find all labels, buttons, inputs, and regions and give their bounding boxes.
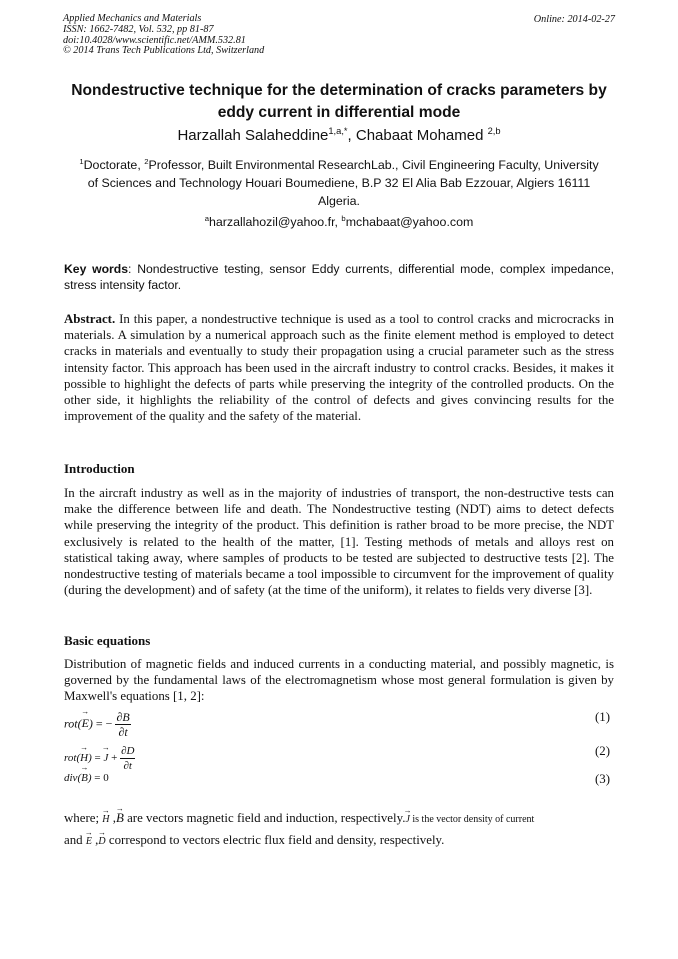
eq1-var: → E	[82, 716, 89, 731]
affil-sup-1: 1	[79, 156, 84, 166]
introduction-text: In the aircraft industry as well as in the majority of industries of transport, the non-destructive tests can make the difference between life and death. The Nondestructive testing (NDT) aims to detect defects while preserving the integrity of the product. This definition is rather broad to be more precise, the NDT exclusively is related to the health of the matter, [1]. Testing methods of metals and alloys rest on statistical taking away, where samples of products to be tested are subjected to destructive tests [2]. The nondestructive testing of materials became a tool impossible to circumvent for the improvement of quality (during the development) and of safety (at the time of the uniform), it relates to fields very diverse [3].	[64, 486, 614, 598]
email-sup-a: a	[204, 213, 209, 223]
keywords-text: : Nondestructive testing, sensor Eddy currents, differential mode, complex impedance, stress intensity factor.	[64, 262, 614, 292]
email-b[interactable]: mchabaat@yahoo.com	[345, 215, 474, 229]
affil-sup-2: 2	[144, 156, 149, 166]
eq1-fn: rot	[64, 716, 78, 731]
eq1-numerator: ∂B	[116, 710, 130, 724]
issn: ISSN: 1662-7482, Vol. 532, pp 81-87	[63, 23, 214, 35]
abstract-label: Abstract.	[64, 312, 116, 326]
affiliation-line-3: Algeria.	[317, 194, 360, 208]
equation-3-number: (3)	[594, 772, 610, 786]
equation-2	[64, 744, 614, 770]
where-text-1: where;	[64, 811, 103, 825]
eq3-var: → B	[81, 772, 88, 784]
online-date: Online: 2014-02-27	[533, 14, 615, 25]
where-paragraph	[64, 808, 614, 852]
title-line-2: eddy current in differential mode	[217, 104, 461, 121]
email-sup-b: b	[341, 213, 346, 223]
title-line-1: Nondestructive technique for the determination of cracks parameters by	[71, 82, 607, 99]
journal-name: Applied Mechanics and Materials	[63, 13, 202, 24]
where-var-e: → E	[86, 832, 92, 852]
affil-part-1: Doctorate,	[83, 158, 145, 172]
equation-3	[64, 772, 614, 798]
where-var-j: → J	[405, 810, 409, 830]
where-text-3: is the vector density of current	[409, 814, 535, 825]
equation-3-expression: div(→ B) = 0	[64, 772, 109, 784]
affiliation-line-1	[60, 156, 618, 174]
abstract	[64, 311, 614, 424]
affiliation	[60, 156, 618, 210]
author-list	[40, 127, 638, 144]
affil-part-2: Professor, Built Environmental ResearchLab., Civil Engineering Faculty, University	[148, 158, 599, 172]
journal-header	[63, 14, 264, 57]
eq1-op: = −	[92, 716, 113, 731]
equation-1	[64, 710, 614, 739]
basic-equations-text: Distribution of magnetic fields and induced currents in a conducting material, and possibly magnetic, is governed by the fundamental laws of the electromagnetism whose most general formulation is given by Maxwell's equations [1, 2]:	[64, 657, 614, 704]
where-var-b: → B	[116, 808, 124, 828]
abstract-text: In this paper, a nondestructive technique is used as a tool to control cracks and microcracks in materials. A simulation by a numerical approach such as the finite element method is employed to detect cracks in materials and eventually to study their propagation using a crucial parameter such as the stress intensity factor. This approach has been used in the aircraft industry to control cracks. Besides, it makes it possible to highlight the defects of parts while preserving the integrity of the controlled products. On the other side, it highlights the reliability of the control of defects and gives convincing results for the improvement of the quality and the safety of the material.	[64, 312, 614, 424]
eq2-var: → H	[80, 752, 88, 764]
author-emails	[60, 215, 618, 229]
where-comma-2: ,	[91, 833, 99, 847]
eq3-fn: div	[64, 772, 78, 784]
equation-1-expression: rot(→ E) = − $\frac{\partial B}{\partial t}$	[64, 710, 131, 739]
equation-1-number: (1)	[594, 710, 610, 724]
affiliation-line-2: of Sciences and Technology Houari Boumediene, B.P 32 El Alia Bab Ezzouar, Algiers 16111	[87, 176, 591, 190]
equation-2-number: (2)	[594, 744, 610, 758]
basic-equations-heading: Basic equations	[64, 633, 151, 648]
eq2-fraction	[120, 744, 135, 773]
author-2-name: Chabaat Mohamed	[355, 127, 488, 144]
equation-2-expression: rot(→ H) = → J + $\frac{\partial D}{\partial t}$	[64, 744, 135, 773]
where-text-4: and	[64, 833, 86, 847]
author-2-sup: 2,b	[487, 126, 501, 136]
author-1-name: Harzallah Salaheddine	[177, 127, 329, 144]
where-text-5: correspond to vectors electric flux field and density, respectively.	[105, 833, 445, 847]
eq1-fraction	[115, 710, 130, 739]
paper-title	[50, 80, 628, 124]
eq2-denominator: ∂t	[123, 760, 132, 772]
author-separator: ,	[347, 127, 356, 144]
eq2-op: =	[91, 752, 104, 765]
eq2-numerator: ∂D	[121, 745, 135, 757]
author-1-sup: 1,a,*	[328, 126, 348, 136]
where-comma-1: ,	[109, 811, 116, 825]
email-a[interactable]: harzallahozil@yahoo.fr,	[208, 215, 342, 229]
eq2-rhs-j: → J	[103, 752, 108, 764]
eq3-op: = 0	[91, 772, 109, 784]
keywords	[64, 261, 614, 293]
introduction-heading: Introduction	[64, 461, 135, 476]
keywords-label: Key words	[64, 262, 129, 276]
where-var-d: → D	[98, 832, 105, 852]
copyright: © 2014 Trans Tech Publications Ltd, Switzerland	[63, 45, 265, 57]
where-text-2: are vectors magnetic field and induction, respectively.	[123, 811, 406, 825]
doi: doi:10.4028/www.scientific.net/AMM.532.81	[63, 34, 246, 46]
eq2-fn: rot	[64, 752, 77, 765]
where-var-h: → H	[102, 810, 109, 830]
eq1-denominator: ∂t	[118, 725, 128, 739]
eq2-plus: +	[108, 752, 121, 765]
